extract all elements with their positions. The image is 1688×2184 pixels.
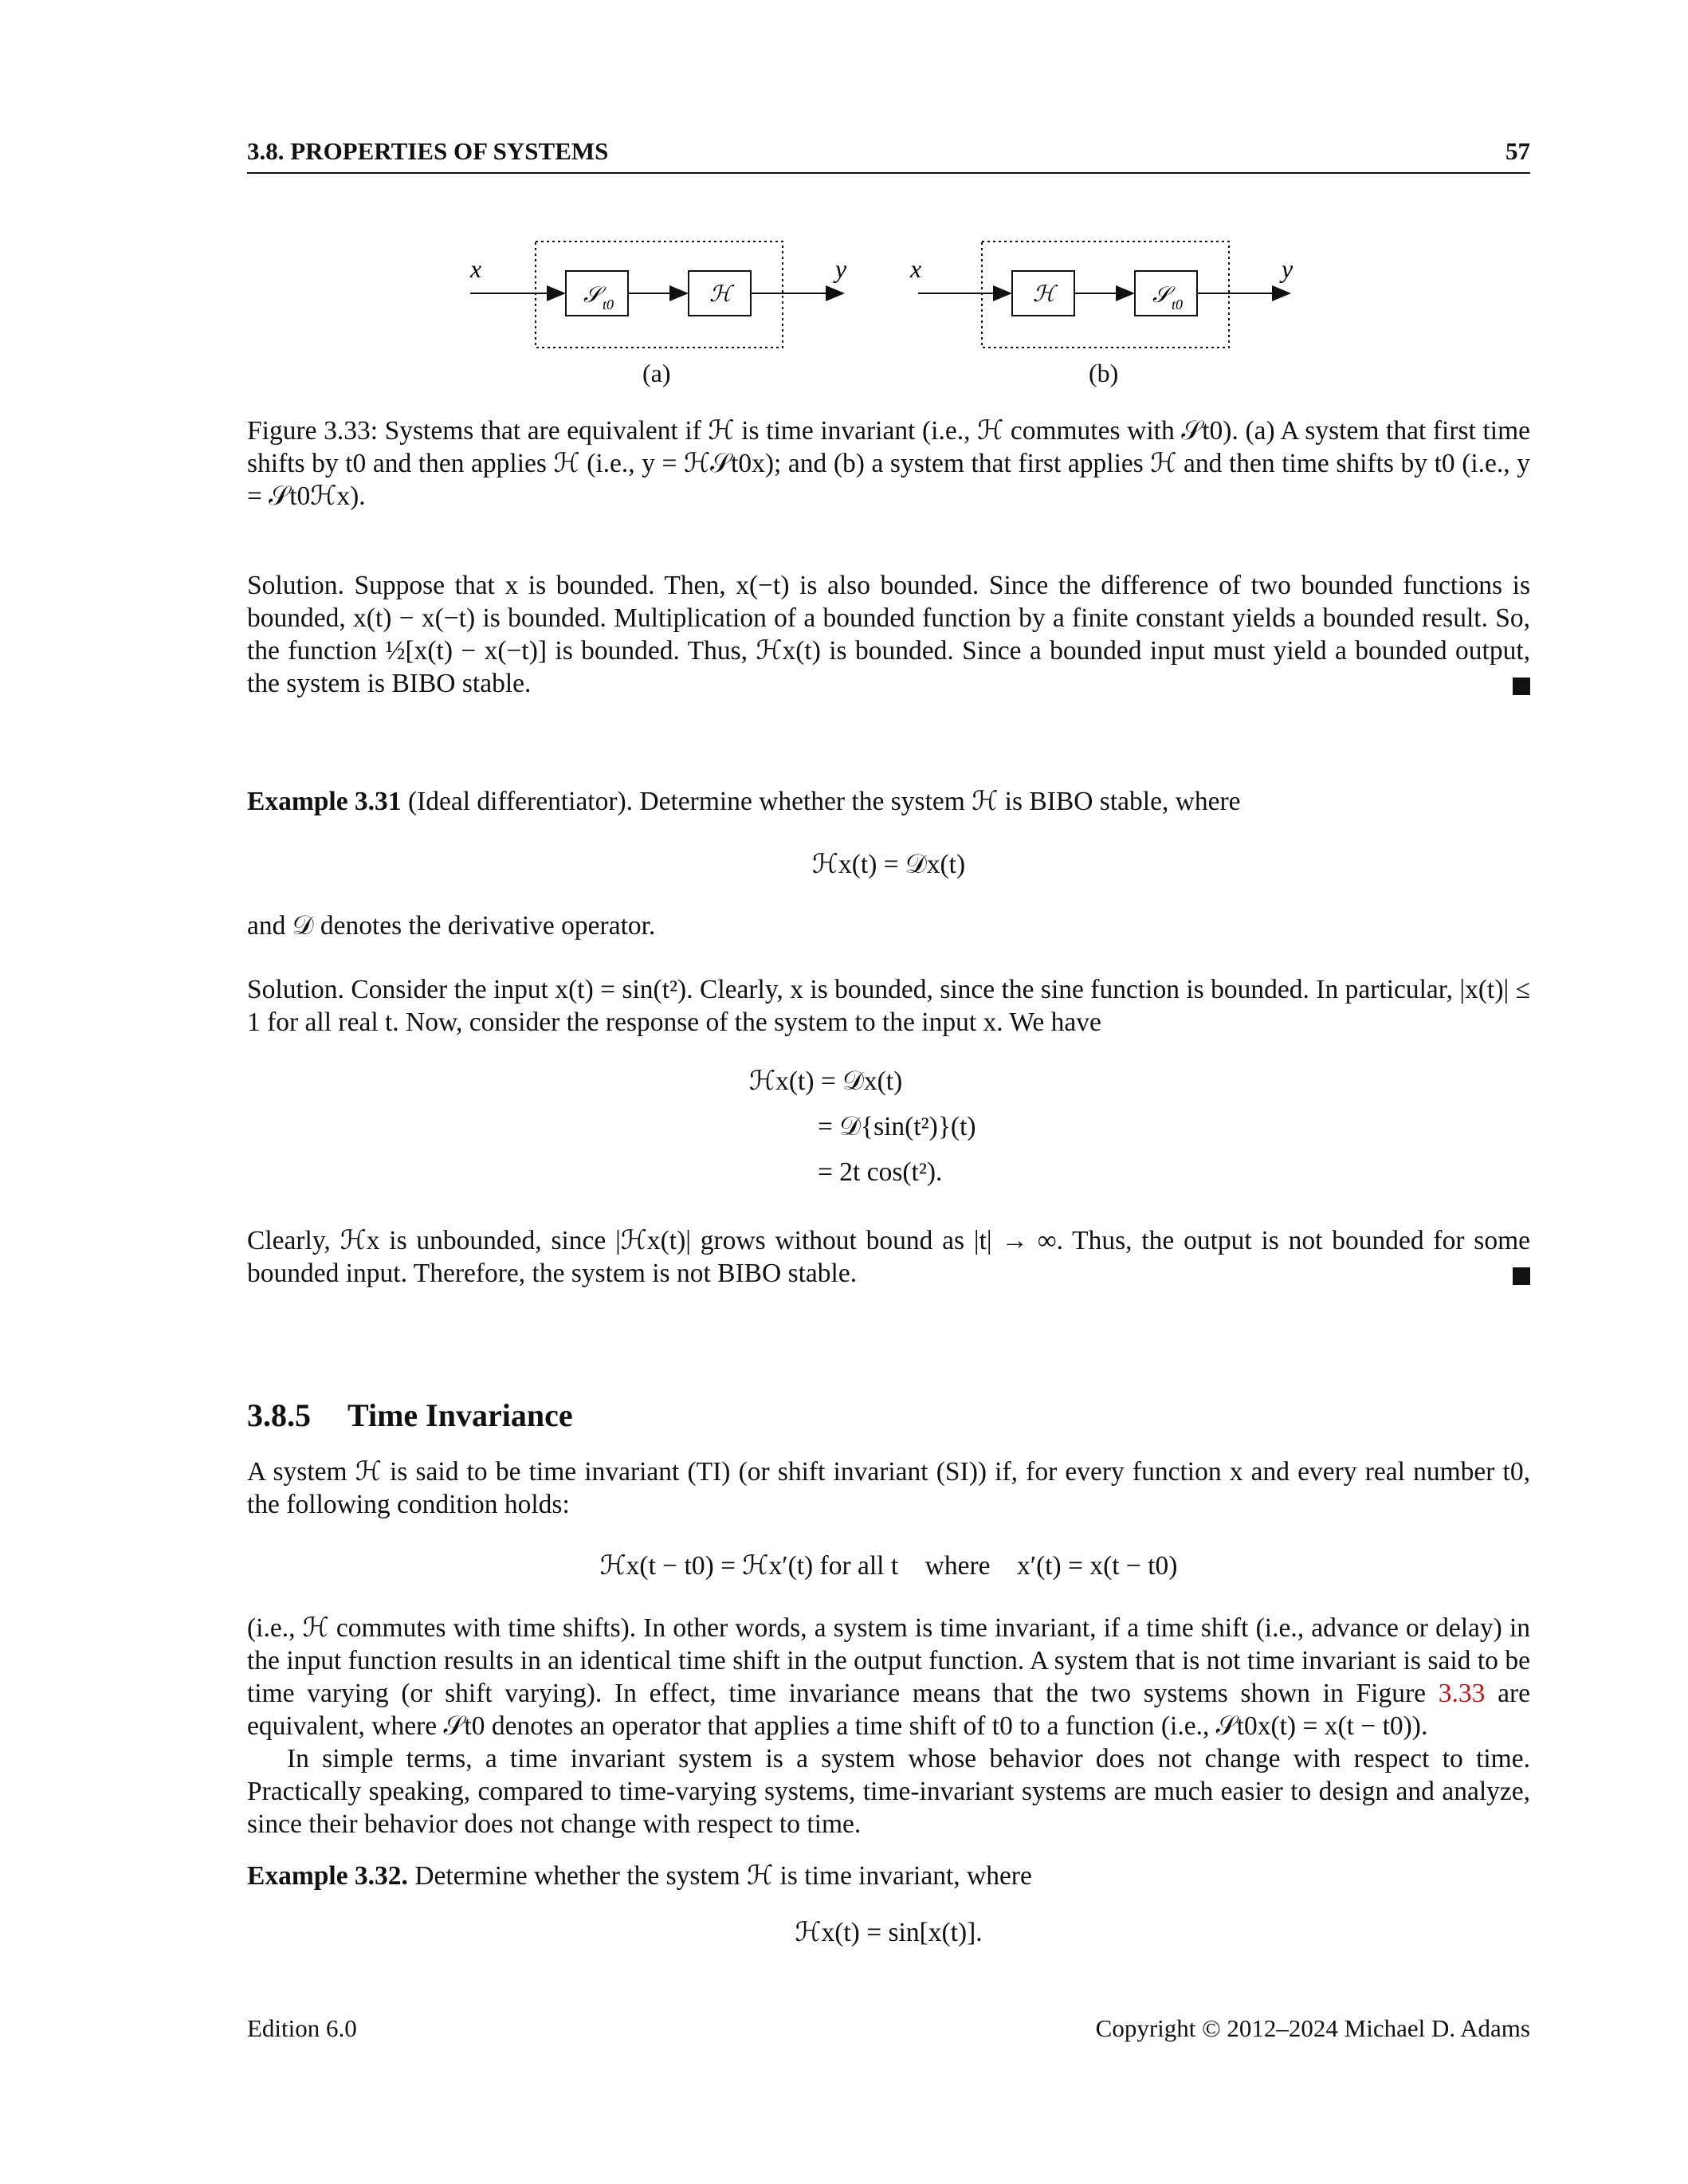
example-3-32-text: Determine whether the system ℋ is time invariant, where: [414, 1861, 1032, 1891]
subfigure-label-b: (b): [1089, 359, 1119, 387]
figure-3-33-diagram: [446, 239, 1323, 399]
example-3-31-title: Example 3.31: [247, 787, 402, 816]
output-y-label-b: y: [1282, 254, 1293, 283]
ti-definition: [247, 1455, 1530, 1521]
qed-square-icon: [1513, 1267, 1530, 1285]
align-line-3: = 2t cos(t²).: [818, 1157, 943, 1187]
solution-text-1: Solution. Suppose that x is bounded. Then, x(−t) is also bounded. Since the difference of two bounded functions is bounded, x(t) − x(−t) is bounded. Multiplication of a bounded function by a finite constant yields a bounded result. So, the function ½[x(t) − x(−t)] is bounded. Thus, ℋx(t) is bounded. Since a bounded input must yield a bounded output, the system is BIBO stable.: [247, 571, 1530, 698]
example-3-32-title: Example 3.32.: [247, 1861, 408, 1891]
ti-explanation: [247, 1612, 1530, 1840]
figure-ref-inline[interactable]: 3.33: [1438, 1679, 1486, 1708]
example-3-32-heading: [247, 1860, 1530, 1892]
example-3-31-subtitle: (Ideal differentiator).: [407, 787, 634, 816]
ti-explanation-text: (i.e., ℋ commutes with time shifts). In other words, a system is time invariant, if a time shift (i.e., advance or delay) in the input function results in an identical time shift in the output function. A system that is not time invariant is said to be time varying (or shift varying). In effect, time invariance means that the two systems shown in Figure 3.33 are equivalent, where 𝒮t0 denotes an operator that applies a time shift of t0 to a function (i.e., 𝒮t0x(t) = x(t − t0)).: [247, 1613, 1530, 1741]
align-line-2: = 𝒟{sin(t²)}(t): [818, 1112, 976, 1141]
footer-edition: Edition 6.0: [247, 2014, 357, 2042]
h-operator-a: ℋ: [709, 281, 732, 307]
example-3-31-heading: [247, 785, 1530, 818]
footer-copyright: Copyright © 2012–2024 Michael D. Adams: [1095, 2014, 1530, 2042]
input-x-label-b: x: [910, 254, 922, 283]
diagram-b: [909, 242, 1293, 348]
example-3-31-conclusion: [247, 1224, 1530, 1290]
example-3-31-text: Determine whether the system ℋ is BIBO stable, where: [639, 787, 1241, 816]
running-header: [247, 134, 1530, 174]
example-3-31-after: and 𝒟 denotes the derivative operator.: [247, 911, 656, 941]
ti-condition-equation: ℋx(t − t0) = ℋx′(t) for all t where x′(t) = x(t − t0): [599, 1551, 1178, 1581]
section-title: Time Invariance: [347, 1397, 573, 1433]
example-3-31-solution: [247, 973, 1530, 1039]
example-3-32-equation: ℋx(t) = sin[x(t)].: [795, 1918, 983, 1947]
ti-simple-terms-text: In simple terms, a time invariant system is a system whose behavior does not change with respect to time. Practically speaking, compared to time-varying systems, time-invariant systems are much easier to design and analyze, since their behavior does not change with respect to time.: [247, 1744, 1530, 1839]
section-number: 3.8.5: [247, 1397, 311, 1433]
figure-caption: Figure 3.33: Systems that are equivalent if ℋ is time invariant (i.e., ℋ commutes with 𝒮t0). (a) A system that first time shifts by t0 and then applies ℋ (i.e., y = ℋ𝒮t0x); and (b) a system that first applies ℋ and then time shifts by t0 (i.e., y = 𝒮t0ℋx).: [247, 416, 1530, 511]
aligned-equations: [749, 1059, 1148, 1195]
shift-operator-b: 𝒮: [1152, 281, 1170, 308]
qed-square-icon: [1513, 678, 1530, 695]
solution-paragraph-1: [247, 569, 1530, 700]
shift-subscript-b: t0: [1172, 297, 1184, 312]
align-line-1: ℋx(t) = 𝒟x(t): [749, 1066, 903, 1096]
ti-definition-text: A system ℋ is said to be time invariant (TI) (or shift invariant (SI)) if, for every function x and every real number t0, the following condition holds:: [247, 1457, 1530, 1519]
output-y-label-a: y: [835, 254, 847, 283]
diagram-a: [469, 242, 847, 348]
page-footer: [247, 2012, 1530, 2045]
section-heading: [247, 1396, 573, 1435]
h-operator-b: ℋ: [1033, 281, 1055, 307]
header-section-title: 3.8. PROPERTIES OF SYSTEMS: [247, 137, 609, 165]
equation-differentiator: ℋx(t) = 𝒟x(t): [811, 850, 966, 879]
shift-operator-a: 𝒮: [583, 281, 601, 308]
page-number: 57: [1505, 137, 1530, 165]
shift-subscript-a: t0: [603, 297, 614, 312]
example-3-31-conclusion-text: Clearly, ℋx is unbounded, since |ℋx(t)| grows without bound as |t| → ∞. Thus, the output is not bounded for some bounded input. Therefore, the system is not BIBO stable.: [247, 1226, 1530, 1288]
subfigure-label-a: (a): [642, 359, 671, 387]
example-3-31-solution-text: Solution. Consider the input x(t) = sin(t²). Clearly, x is bounded, since the sine function is bounded. In particular, |x(t)| ≤ 1 for all real t. Now, consider the response of the system to the input x. We have: [247, 975, 1530, 1037]
input-x-label-a: x: [470, 254, 482, 283]
